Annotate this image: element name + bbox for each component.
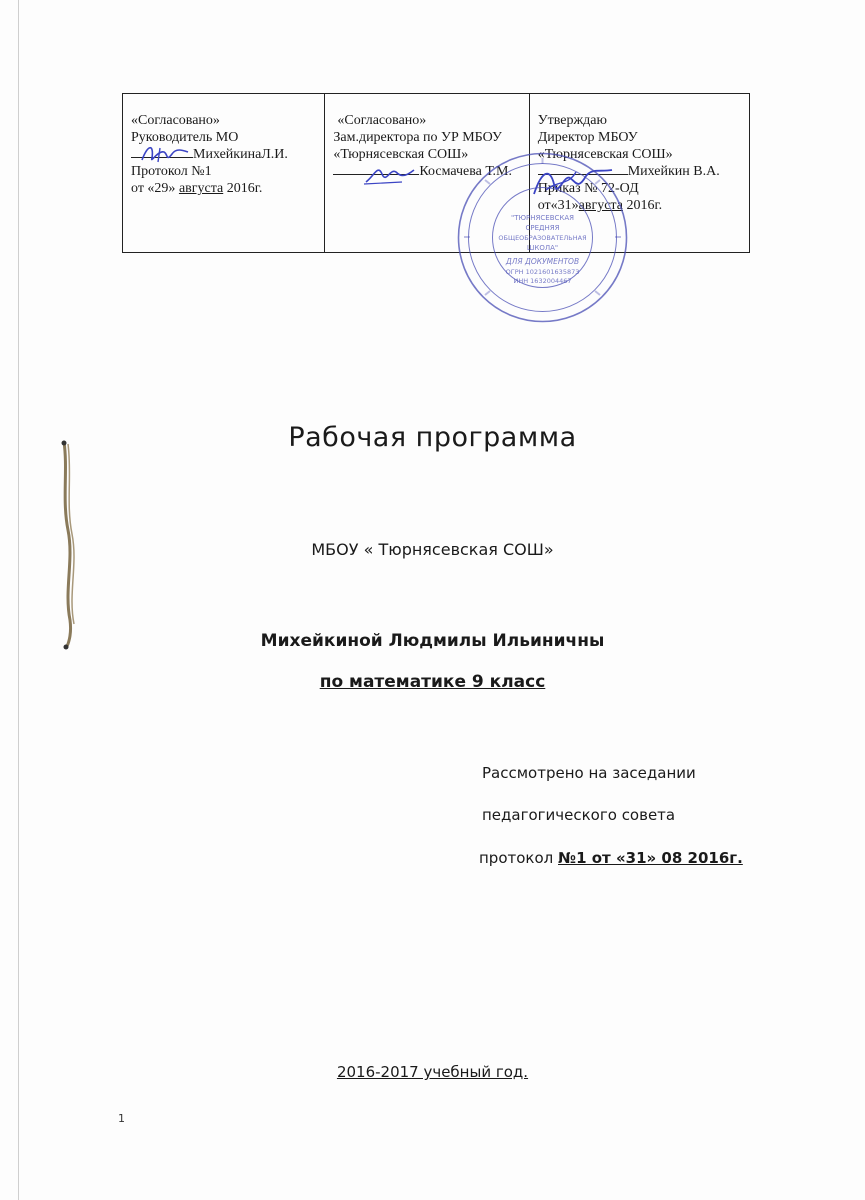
approval-label: «Согласовано» — [131, 113, 220, 128]
approval-role: Зам.директора по УР МБОУ — [333, 130, 502, 145]
svg-text:ОГРН 1021601635873: ОГРН 1021601635873 — [505, 268, 580, 276]
approval-school: «Тюрнясевская СОШ» — [537, 147, 673, 162]
approval-role: Руководитель МО — [131, 130, 239, 145]
approval-date: от«31»августа 2016г. — [537, 198, 663, 213]
review-protocol: протокол №1 от «31» 08 2016г. — [479, 849, 743, 867]
approval-cell-mo — [123, 94, 325, 252]
approval-signer: МихейкинаЛ.И. — [131, 146, 318, 163]
approval-signer: Космачева Т.М. — [333, 163, 522, 180]
school-name: МБОУ « Тюрнясевская СОШ» — [311, 540, 554, 559]
teacher-name: Михейкиной Людмилы Ильиничны — [260, 631, 605, 651]
page-number: 1 — [118, 1112, 125, 1125]
approval-protocol: Протокол №1 — [131, 164, 212, 179]
school-stamp — [455, 150, 630, 325]
page-edge — [18, 0, 19, 1200]
academic-year: 2016-2017 учебный год. — [336, 1063, 529, 1081]
svg-text:ШКОЛА": ШКОЛА" — [526, 244, 559, 252]
approval-date: от «29» августа 2016г. — [131, 181, 263, 196]
approval-role: Директор МБОУ — [537, 130, 638, 145]
approval-table — [122, 93, 750, 253]
svg-text:ОБЩЕОБРАЗОВАТЕЛЬНАЯ: ОБЩЕОБРАЗОВАТЕЛЬНАЯ — [498, 234, 587, 242]
document-title: Рабочая программа — [288, 422, 577, 453]
approval-label: «Согласовано» — [337, 113, 427, 128]
review-line-1: Рассмотрено на заседании — [482, 764, 696, 782]
svg-text:СРЕДНЯЯ: СРЕДНЯЯ — [525, 224, 560, 232]
svg-text:"ТЮРНЯСЕВСКАЯ: "ТЮРНЯСЕВСКАЯ — [510, 214, 575, 222]
subject-line: по математике 9 класс — [319, 672, 546, 692]
review-line-2: педагогического совета — [482, 806, 676, 824]
approval-order: Приказ № 72-ОД — [537, 181, 639, 196]
approval-school: «Тюрнясевская СОШ» — [333, 147, 469, 162]
svg-text:ДЛЯ ДОКУМЕНТОВ: ДЛЯ ДОКУМЕНТОВ — [505, 257, 580, 266]
approval-signer: Михейкин В.А. — [538, 163, 743, 180]
svg-text:ИНН 1632004467: ИНН 1632004467 — [513, 277, 572, 285]
approval-label: Утверждаю — [537, 113, 607, 128]
